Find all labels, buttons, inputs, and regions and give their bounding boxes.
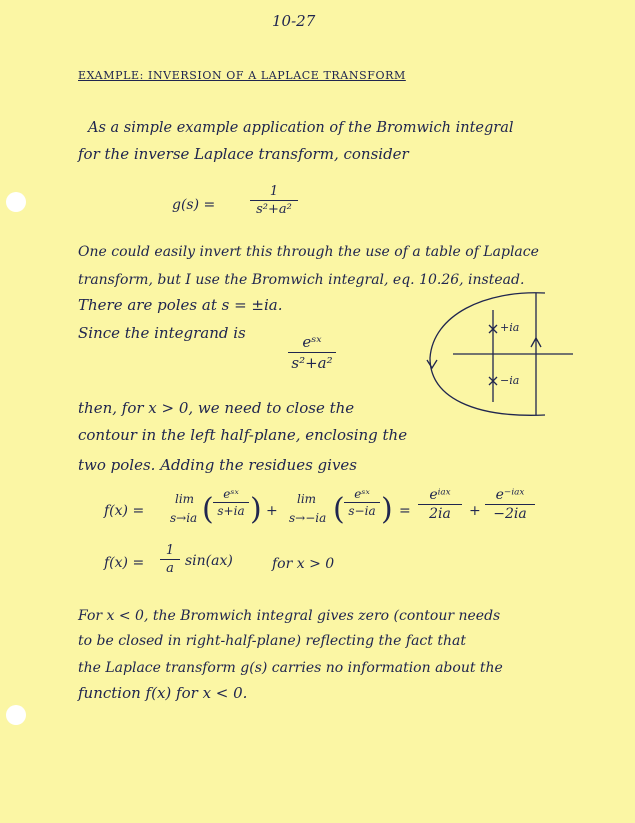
- paragraph-4-line-4: function f(x) for x < 0.: [78, 684, 248, 702]
- paragraph-4-line-3: the Laplace transform g(s) carries no information about the: [78, 660, 503, 676]
- page-number: 10-27: [272, 12, 316, 30]
- limit-1-subscript: s→ia: [170, 511, 198, 525]
- integrand-fraction: [288, 333, 336, 372]
- result-fraction: [160, 543, 180, 576]
- plus-2: +: [469, 503, 481, 519]
- result-rhs: sin(ax): [185, 553, 233, 569]
- paragraph-2-line-1: One could easily invert this through the use of a table of Laplace: [78, 244, 539, 260]
- paragraph-3-line-3: two poles. Adding the residues gives: [78, 456, 358, 474]
- g-of-s-fraction: [250, 184, 298, 217]
- fraction-3-denominator: 2ia: [429, 506, 451, 522]
- intro-line-2: for the inverse Laplace transform, consider: [78, 145, 409, 163]
- pole-top-label: +ia: [500, 321, 520, 334]
- fraction-2-denominator: s−ia: [348, 504, 376, 518]
- punch-hole: [6, 192, 26, 212]
- result-numerator: 1: [165, 543, 175, 558]
- intro-line-1: As a simple example application of the Bromwich integral: [88, 120, 514, 136]
- paragraph-4-line-1: For x < 0, the Bromwich integral gives zero (contour needs: [78, 608, 501, 624]
- downward-arrow-icon: [427, 360, 437, 368]
- limit-2: lim: [297, 492, 317, 506]
- g-denominator: s²+a²: [256, 202, 292, 217]
- fraction-2-numerator: eˢˣ: [354, 487, 370, 501]
- fraction-3-numerator: eⁱᵃˣ: [429, 487, 451, 503]
- paragraph-4-line-2: to be closed in right-half-plane) reflecting the fact that: [78, 633, 466, 649]
- result-condition: for x > 0: [272, 556, 335, 572]
- paragraph-3-line-1: then, for x > 0, we need to close the: [78, 399, 355, 417]
- integrand-numerator: eˢˣ: [302, 333, 322, 351]
- g-of-s-lhs: g(s) =: [172, 197, 216, 213]
- residue-fraction-4: [485, 487, 535, 522]
- limit-2-subscript: s→−ia: [289, 511, 327, 525]
- paragraph-2-line-4: Since the integrand is: [78, 324, 246, 342]
- fraction-1-denominator: s+ia: [217, 504, 245, 518]
- g-numerator: 1: [269, 184, 279, 199]
- plus-1: +: [266, 503, 278, 519]
- page-heading: EXAMPLE: INVERSION OF A LAPLACE TRANSFORM: [78, 69, 406, 82]
- integrand-denominator: s²+a²: [291, 354, 333, 372]
- notebook-page: 10-27 EXAMPLE: INVERSION OF A LAPLACE TRANSFORM As a simple example application of the Bromwich integral for the inverse Laplace transform, consider g(s) = 1 s²+a² One could easily invert this through the use of a table of Laplace transform, but I use the Bromwich integral, eq. 10.26, instead. There are poles at s = ±ia. Since the integrand is eˢˣ s²+a² +ia −ia then, for x > 0, we need to close the contour in the left half-plane, enclosing the two poles. Adding the residues gives f(x) = lim s→ia ( eˢˣ s+ia ) + lim s→−ia ( eˢˣ s−ia ) = eⁱᵃˣ 2ia + e⁻ⁱᵃˣ −2ia f(x) = 1 a sin(ax) for x > 0 For x < 0, the Bromwich integral gives zero (contour needs to be closed in right-half-plane) reflecting the fact that the Laplace transform g(s) carries no information about the function f(x) for x < 0.: [0, 0, 635, 823]
- paragraph-3-line-2: contour in the left half-plane, enclosing the: [78, 426, 408, 444]
- punch-hole: [6, 705, 26, 725]
- contour-diagram: [425, 290, 585, 420]
- residue-lhs: f(x) =: [104, 503, 145, 519]
- fraction-4-denominator: −2ia: [493, 506, 527, 522]
- result-denominator: a: [166, 561, 174, 576]
- pole-bottom-label: −ia: [500, 374, 520, 387]
- equals-sign: =: [399, 503, 411, 519]
- fraction-4-numerator: e⁻ⁱᵃˣ: [495, 487, 525, 503]
- fraction-1-numerator: eˢˣ: [223, 487, 239, 501]
- residue-fraction-2: [344, 487, 380, 518]
- paragraph-2-line-2: transform, but I use the Bromwich integral, eq. 10.26, instead.: [78, 272, 525, 288]
- residue-fraction-1: [213, 487, 249, 518]
- paragraph-2-line-3: There are poles at s = ±ia.: [78, 296, 283, 314]
- residue-fraction-3: [418, 487, 462, 522]
- limit-1: lim: [175, 492, 195, 506]
- result-lhs: f(x) =: [104, 555, 145, 571]
